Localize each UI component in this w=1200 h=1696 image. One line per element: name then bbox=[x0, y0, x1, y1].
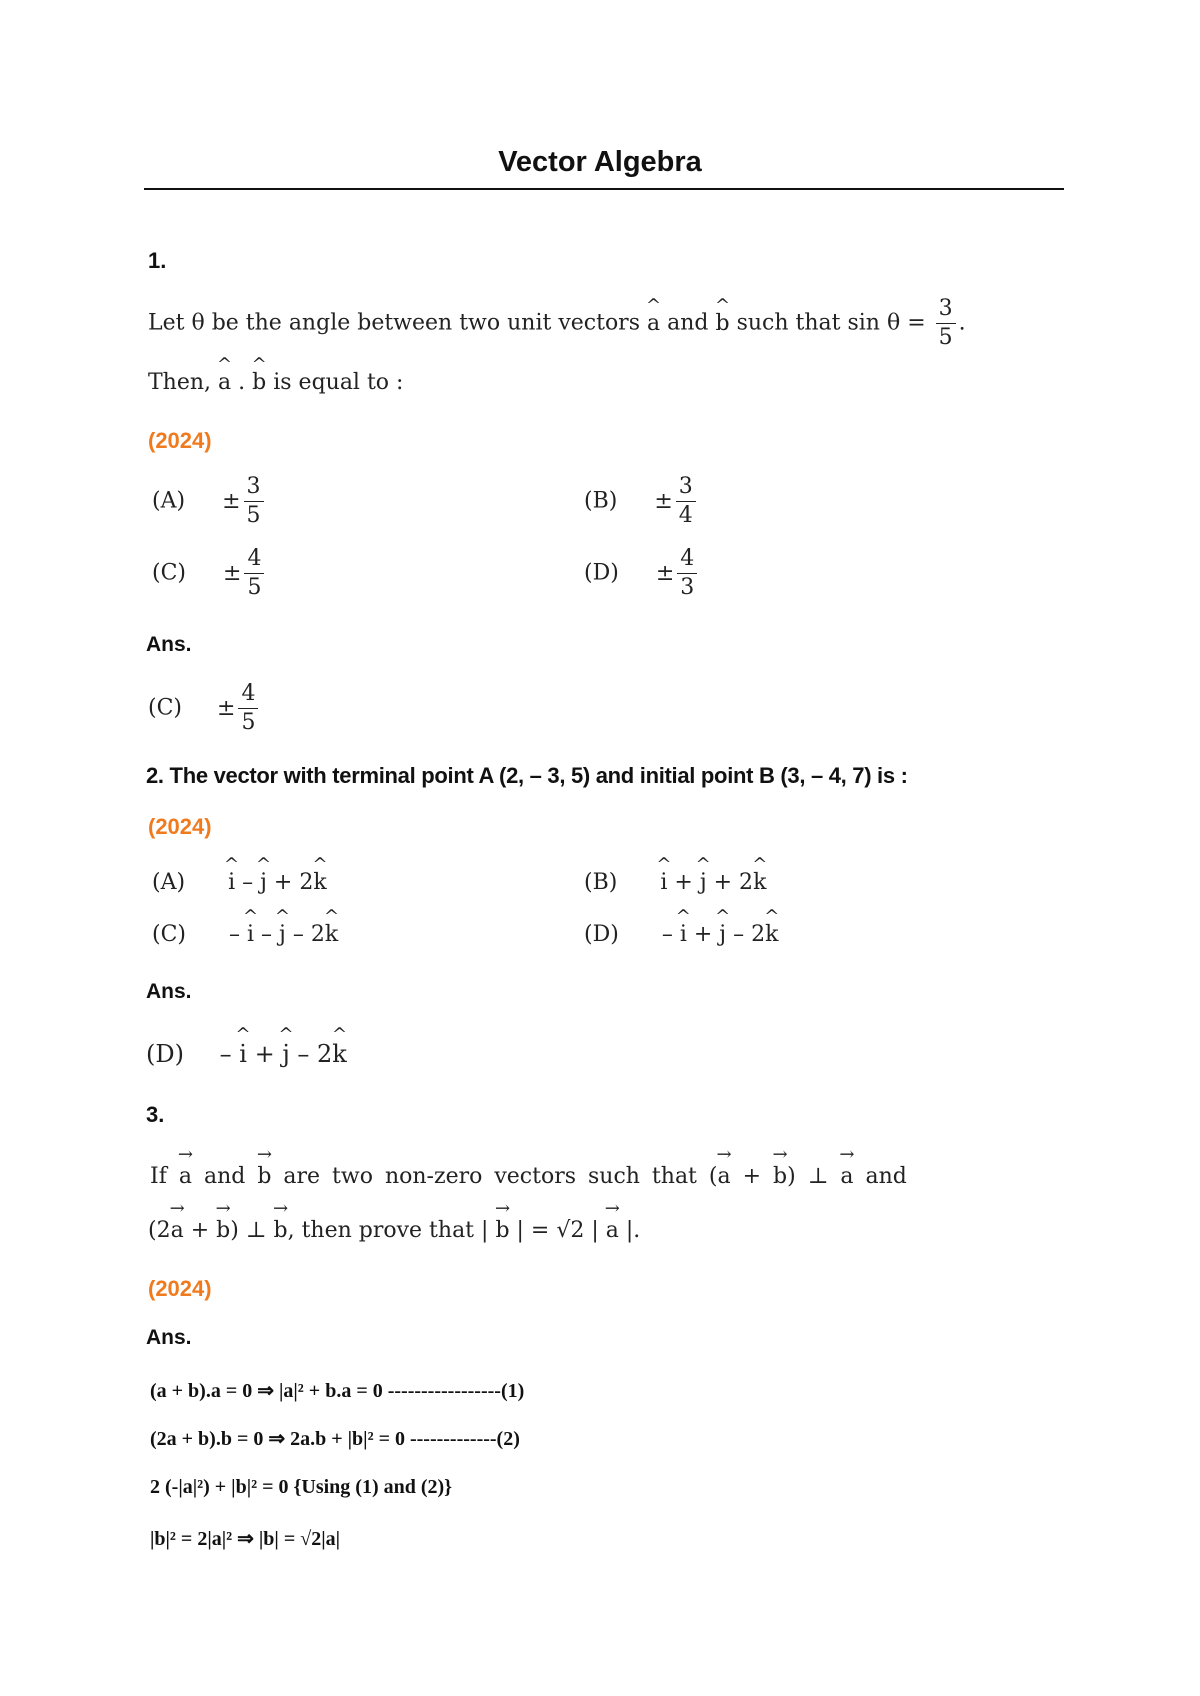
option-sign: ± bbox=[222, 488, 241, 514]
unit-j: ^ j bbox=[279, 922, 286, 947]
option-op1: + bbox=[667, 870, 700, 895]
option-label: (A) bbox=[152, 488, 186, 514]
frac-num: 4 bbox=[238, 683, 258, 709]
option-fraction bbox=[244, 476, 264, 527]
q3-end: |. bbox=[618, 1218, 641, 1243]
frac-num: 4 bbox=[244, 548, 264, 574]
option-prefix: – bbox=[229, 922, 247, 947]
option-label: (B) bbox=[584, 488, 618, 514]
q1-dot: . bbox=[231, 370, 253, 395]
q3-solution-line4: |b|² = 2|a|² ⇒ |b| = √2|a| bbox=[150, 1528, 340, 1550]
answer-op2: – 2 bbox=[289, 1040, 333, 1068]
unit-k: ^ k bbox=[765, 922, 778, 947]
q1-statement-line2 bbox=[148, 370, 403, 395]
unit-vector-a-2: ^ a bbox=[218, 370, 231, 395]
answer-fraction bbox=[238, 683, 258, 734]
q3-ans-label: Ans. bbox=[146, 1326, 192, 1349]
answer-label: (D) bbox=[146, 1040, 184, 1068]
q1-ans-label: Ans. bbox=[146, 633, 192, 656]
unit-i: ^ i bbox=[239, 1040, 247, 1068]
q3-perp: ) ⊥ bbox=[230, 1218, 274, 1243]
unit-i: ^ i bbox=[680, 922, 687, 947]
vector-a: → a bbox=[179, 1164, 192, 1189]
vector-a: → a bbox=[171, 1218, 184, 1243]
option-sign: ± bbox=[223, 560, 242, 586]
q2-ans-label: Ans. bbox=[146, 980, 192, 1003]
option-sign: ± bbox=[655, 560, 675, 586]
unit-k: ^ k bbox=[753, 870, 766, 895]
q3-equals: | = √2 | bbox=[509, 1218, 606, 1243]
option-op2: – 2 bbox=[726, 922, 766, 947]
vector-b: → b bbox=[216, 1218, 230, 1243]
q1-then: Then, bbox=[148, 370, 219, 395]
q3-statement-line1 bbox=[150, 1164, 907, 1189]
answer-label: (C) bbox=[148, 695, 182, 721]
unit-j: ^ j bbox=[719, 922, 726, 947]
option-label: (B) bbox=[584, 870, 618, 895]
unit-i: ^ i bbox=[660, 870, 667, 895]
option-label: (A) bbox=[152, 870, 186, 895]
unit-k: ^ k bbox=[313, 870, 326, 895]
option-fraction bbox=[244, 548, 264, 599]
option-op1: – bbox=[254, 922, 280, 947]
q1-sin-fraction bbox=[936, 298, 956, 349]
vector-a: → a bbox=[717, 1164, 730, 1189]
option-label: (C) bbox=[152, 560, 186, 586]
frac-den: 5 bbox=[247, 575, 262, 600]
q1-frac-num: 3 bbox=[936, 298, 956, 324]
q1-year: (2024) bbox=[148, 428, 212, 453]
page-title: Vector Algebra bbox=[498, 146, 702, 178]
vector-a: → a bbox=[606, 1218, 619, 1243]
q1-period: . bbox=[958, 310, 966, 336]
q1-option-d bbox=[584, 548, 700, 599]
q1-number: 1. bbox=[148, 248, 167, 273]
q3-and-2: and bbox=[853, 1164, 907, 1189]
q1-option-a bbox=[152, 476, 267, 527]
q3-solution-line3: 2 (-|a|²) + |b|² = 0 {Using (1) and (2)} bbox=[150, 1476, 453, 1498]
vector-b: → b bbox=[257, 1164, 271, 1189]
q2-option-c bbox=[152, 922, 338, 947]
frac-num: 3 bbox=[676, 476, 696, 502]
vector-a: → a bbox=[840, 1164, 853, 1189]
option-sign: ± bbox=[654, 488, 673, 514]
q3-and: and bbox=[191, 1164, 258, 1189]
option-label: (D) bbox=[584, 560, 619, 586]
q2-option-a bbox=[152, 870, 327, 895]
vector-b: → b bbox=[773, 1164, 787, 1189]
q3-solution-line1: (a + b).a = 0 ⇒ |a|² + b.a = 0 -----------------(1) bbox=[150, 1380, 525, 1402]
vector-b: → b bbox=[495, 1218, 509, 1243]
q2-option-b bbox=[584, 870, 766, 895]
q3-text-mid-2: , then prove that | bbox=[287, 1218, 496, 1243]
option-op1: – bbox=[235, 870, 261, 895]
q2-statement: 2. The vector with terminal point A (2, – 3, 5) and initial point B (3, – 4, 7) is : bbox=[146, 763, 908, 788]
q2-year: (2024) bbox=[148, 814, 212, 839]
option-label: (C) bbox=[152, 922, 186, 947]
unit-j: ^ j bbox=[260, 870, 267, 895]
unit-k: ^ k bbox=[332, 1040, 347, 1068]
q3-text-mid: are two non-zero vectors such that ( bbox=[271, 1164, 718, 1189]
frac-den: 5 bbox=[246, 503, 261, 528]
option-fraction bbox=[677, 548, 697, 599]
unit-vector-b: ^ b bbox=[715, 311, 729, 336]
q1-statement-line1 bbox=[148, 298, 966, 349]
unit-j: ^ j bbox=[282, 1040, 289, 1068]
option-label: (D) bbox=[584, 922, 619, 947]
q3-plus: + bbox=[183, 1218, 217, 1243]
q2-option-d bbox=[584, 922, 778, 947]
q3-solution-line2: (2a + b).b = 0 ⇒ 2a.b + |b|² = 0 -------------(2) bbox=[150, 1428, 520, 1450]
option-fraction bbox=[676, 476, 696, 527]
q1-option-b bbox=[584, 476, 699, 527]
frac-den: 4 bbox=[678, 503, 693, 528]
q2-answer bbox=[146, 1040, 347, 1068]
vector-b: → b bbox=[274, 1218, 288, 1243]
answer-sign: ± bbox=[217, 695, 236, 721]
q1-text-mid: such that sin θ = bbox=[729, 310, 933, 336]
answer-op1: + bbox=[246, 1040, 283, 1068]
q1-and: and bbox=[660, 310, 716, 336]
q1-answer bbox=[148, 683, 261, 734]
unit-i: ^ i bbox=[228, 870, 235, 895]
frac-den: 3 bbox=[680, 575, 695, 600]
q3-plus: + bbox=[730, 1164, 774, 1189]
title-divider bbox=[144, 188, 1064, 190]
unit-k: ^ k bbox=[325, 922, 338, 947]
unit-vector-b-2: ^ b bbox=[252, 370, 266, 395]
unit-vector-a: ^ a bbox=[647, 311, 660, 336]
q3-number: 3. bbox=[146, 1102, 165, 1127]
q3-statement-line2 bbox=[148, 1218, 640, 1243]
frac-num: 3 bbox=[244, 476, 264, 502]
q1-option-c bbox=[152, 548, 267, 599]
unit-i: ^ i bbox=[247, 922, 254, 947]
q1-text-start: Let θ be the angle between two unit vectors bbox=[148, 310, 647, 336]
answer-prefix: – bbox=[219, 1040, 240, 1068]
q3-year: (2024) bbox=[148, 1276, 212, 1301]
q3-if: If bbox=[150, 1164, 179, 1189]
option-prefix: – bbox=[661, 922, 680, 947]
q1-frac-den: 5 bbox=[938, 325, 953, 350]
option-op1: + bbox=[686, 922, 720, 947]
option-op2: + 2 bbox=[706, 870, 754, 895]
frac-den: 5 bbox=[241, 710, 256, 735]
q1-text-end: is equal to : bbox=[266, 370, 404, 395]
q3-perp: ) ⊥ bbox=[787, 1164, 841, 1189]
unit-j: ^ j bbox=[700, 870, 707, 895]
q3-open: (2 bbox=[148, 1218, 171, 1243]
frac-num: 4 bbox=[677, 548, 697, 574]
option-op2: + 2 bbox=[266, 870, 314, 895]
option-op2: – 2 bbox=[285, 922, 325, 947]
